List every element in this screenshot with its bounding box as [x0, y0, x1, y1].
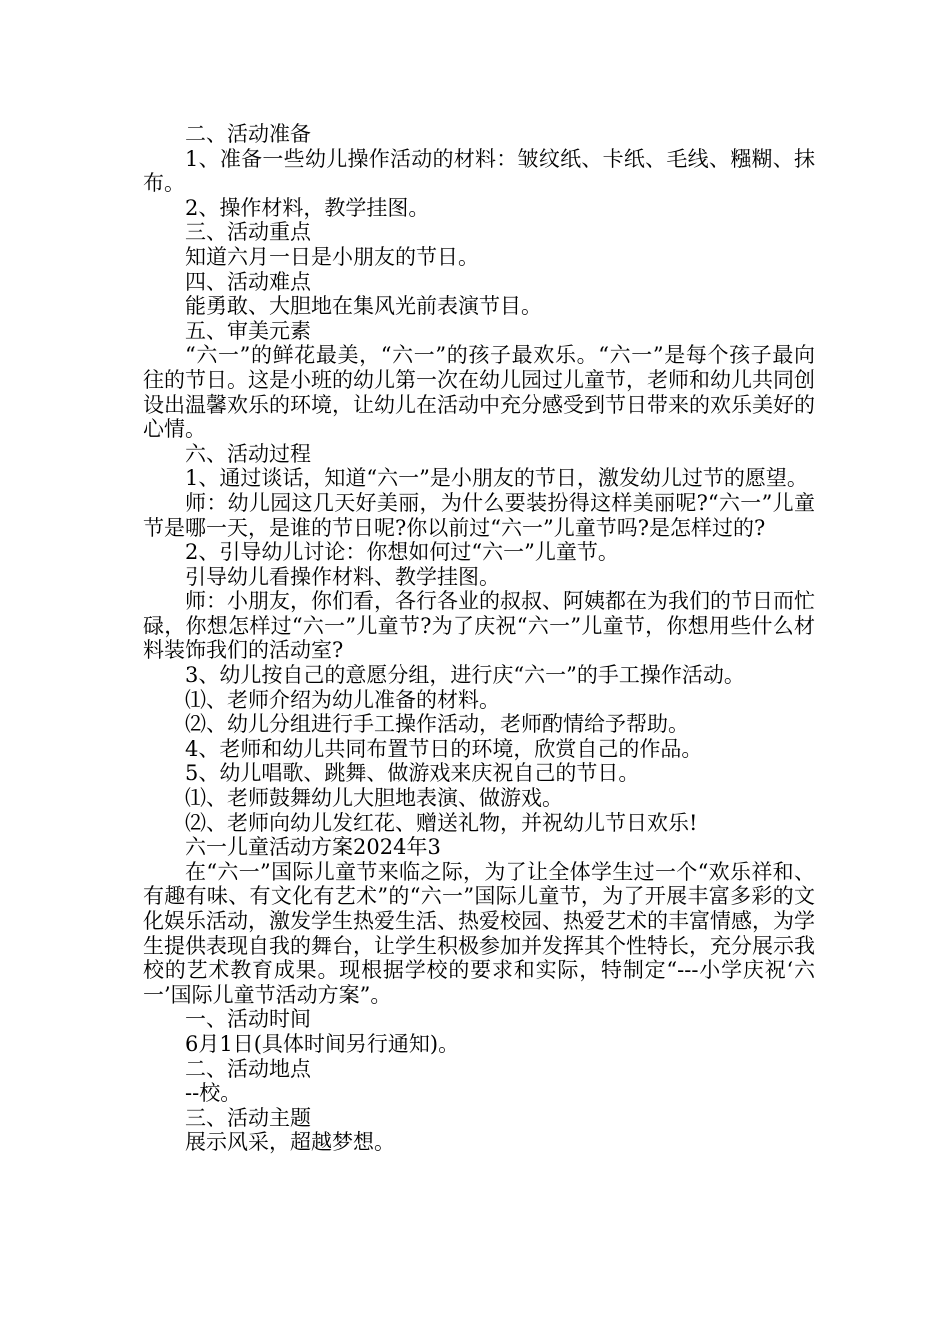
section-heading: 三、活动重点 [185, 220, 311, 245]
paragraph: 展示风采，超越梦想。 [185, 1130, 395, 1155]
paragraph: 1、通过谈话，知道“六一”是小朋友的节日，激发幼儿过节的愿望。 [185, 466, 808, 491]
paragraph: 1、准备一些幼儿操作活动的材料：皱纹纸、卡纸、毛线、糨糊、抹布。 [143, 146, 815, 196]
paragraph: 知道六月一日是小朋友的节日。 [185, 244, 479, 269]
section-heading: 四、活动难点 [185, 269, 311, 294]
paragraph: 4、老师和幼儿共同布置节日的环境，欣赏自己的作品。 [185, 736, 703, 761]
section-heading: 二、活动地点 [185, 1056, 311, 1081]
document-body [143, 122, 815, 1155]
section-heading: 三、活动主题 [185, 1105, 311, 1130]
paragraph: --校。 [185, 1081, 242, 1106]
document-title: 六一儿童活动方案2024年3 [185, 835, 441, 860]
paragraph: 5、幼儿唱歌、跳舞、做游戏来庆祝自己的节日。 [185, 761, 640, 786]
paragraph: 2、引导幼儿讨论：你想如何过“六一”儿童节。 [185, 540, 619, 565]
paragraph: 在“六一”国际儿童节来临之际，为了让全体学生过一个“欢乐祥和、有趣有味、有文化有艺术”的“六一”国际儿童节，为了开展丰富多彩的文化娱乐活动，激发学生热爱生活、热爱校园、热爱艺术的丰富情感，为学生提供表现自我的舞台，让学生积极参加并发挥其个性特长，充分展示我校的艺术教育成果。现根据学校的要求和实际，特制定“---小学庆祝‘六一’国际儿童节活动方案”。 [143, 859, 815, 1007]
section-heading: 二、活动准备 [185, 122, 311, 146]
paragraph: 引导幼儿看操作材料、教学挂图。 [185, 564, 500, 589]
section-heading: 五、审美元素 [185, 318, 311, 343]
paragraph: 师：小朋友，你们看，各行各业的叔叔、阿姨都在为我们的节日而忙碌，你想怎样过“六一”儿童节?为了庆祝“六一”儿童节，你想用些什么材料装饰我们的活动室? [143, 589, 815, 663]
list-item: ⑵、老师向幼儿发红花、赠送礼物，并祝幼儿节日欢乐! [185, 810, 698, 835]
section-heading: 一、活动时间 [185, 1007, 311, 1032]
list-item: ⑴、老师鼓舞幼儿大胆地表演、做游戏。 [185, 786, 563, 811]
paragraph: 师：幼儿园这几天好美丽，为什么要装扮得这样美丽呢?“六一”儿童节是哪一天，是谁的节日呢?你以前过“六一”儿童节吗?是怎样过的? [143, 490, 815, 540]
paragraph: 能勇敢、大胆地在集风光前表演节目。 [185, 294, 542, 319]
paragraph: 2、操作材料，教学挂图。 [185, 195, 430, 220]
list-item: ⑵、幼儿分组进行手工操作活动，老师酌情给予帮助。 [185, 712, 689, 737]
paragraph: “六一”的鲜花最美，“六一”的孩子最欢乐。“六一”是每个孩子最向往的节日。这是小班的幼儿第一次在幼儿园过儿童节，老师和幼儿共同创设出温馨欢乐的环境，让幼儿在活动中充分感受到节日带来的欢乐美好的心情。 [143, 343, 815, 442]
list-item: ⑴、老师介绍为幼儿准备的材料。 [185, 687, 500, 712]
paragraph: 6月1日(具体时间另行通知)。 [185, 1031, 460, 1056]
section-heading: 六、活动过程 [185, 441, 311, 466]
paragraph: 3、幼儿按自己的意愿分组，进行庆“六一”的手工操作活动。 [185, 663, 745, 688]
